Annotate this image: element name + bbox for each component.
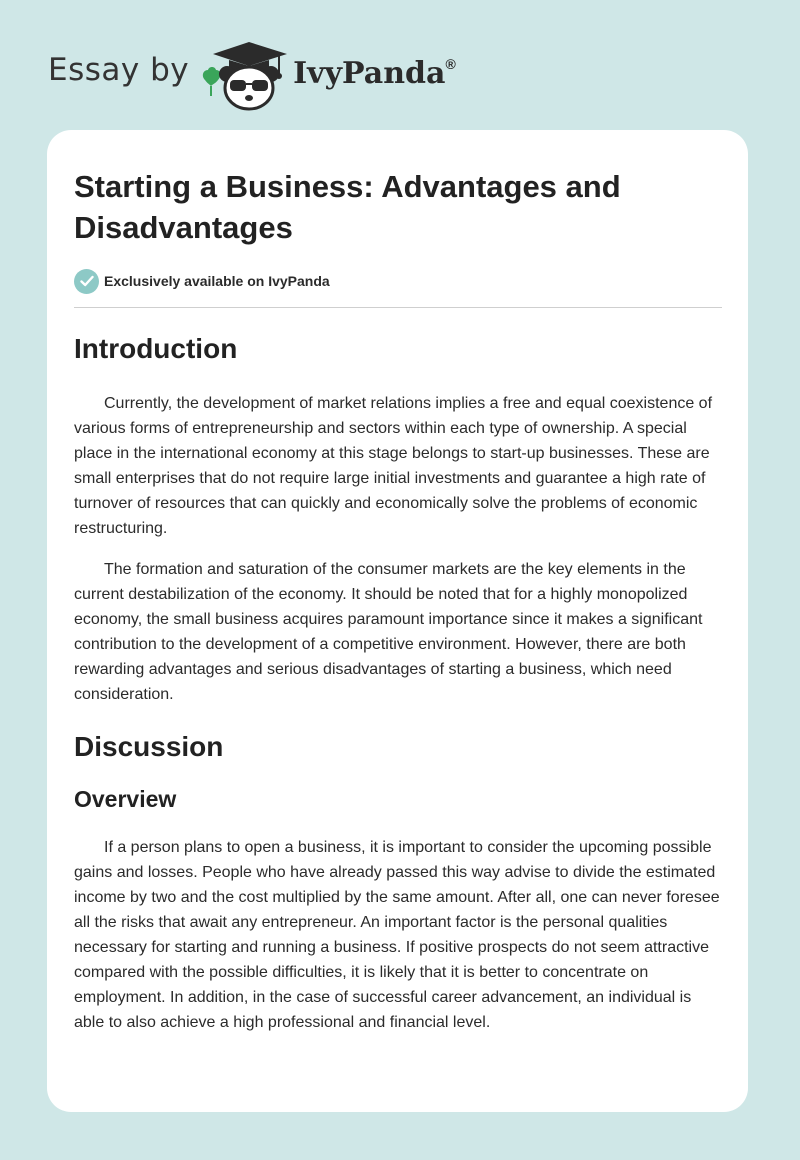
divider <box>74 307 722 308</box>
exclusive-label: Exclusively available on IvyPanda <box>104 273 330 289</box>
registered-mark: ® <box>445 55 456 72</box>
brand-name[interactable] <box>293 56 456 91</box>
section-heading-discussion: Discussion <box>74 731 224 762</box>
paragraph: The formation and saturation of the consumer markets are the key elements in the current destabilization of the economy. It should be noted that for a highly monopolized economy, the small business acquires paramount importance since it makes a significant contribution to the development of a competitive environment. However, there are both rewarding advantages and serious disadvantages of starting a business, which need consideration. <box>74 561 703 703</box>
check-icon <box>74 269 99 294</box>
brand-label: IvyPanda <box>293 55 446 91</box>
subsection-heading-overview: Overview <box>74 786 177 812</box>
site-header <box>48 34 456 114</box>
panda-graduate-icon[interactable] <box>199 36 291 112</box>
paragraph: If a person plans to open a business, it is important to consider the upcoming possible gains and losses. People who have already passed this way advise to divide the estimated income by two and the cost multiplied by the same amount. After all, one can never foresee all the risks that await any entrepreneur. An important factor is the personal qualities necessary for starting and running a business. If positive prospects do not seem attractive compared with the possible difficulties, it is likely that it is better to concentrate on employment. In addition, in the case of successful career advancement, an individual is able to also achieve a high professional and financial level. <box>74 839 720 1031</box>
paragraph: Currently, the development of market relations implies a free and equal coexistence of various forms of entrepreneurship and sectors within each type of ownership. A special place in the international economy at this stage belongs to start-up businesses. These are small enterprises that do not require large initial investments and guarantee a high rate of turnover of resources that can quickly and economically solve the problems of economic restructuring. <box>74 395 713 537</box>
section-heading-introduction: Introduction <box>74 333 238 364</box>
essay-by-label: Essay by <box>48 52 190 88</box>
exclusive-badge <box>74 268 722 294</box>
essay-card <box>47 130 748 1112</box>
page-title: Starting a Business: Advantages and Disadvantages <box>74 169 621 245</box>
